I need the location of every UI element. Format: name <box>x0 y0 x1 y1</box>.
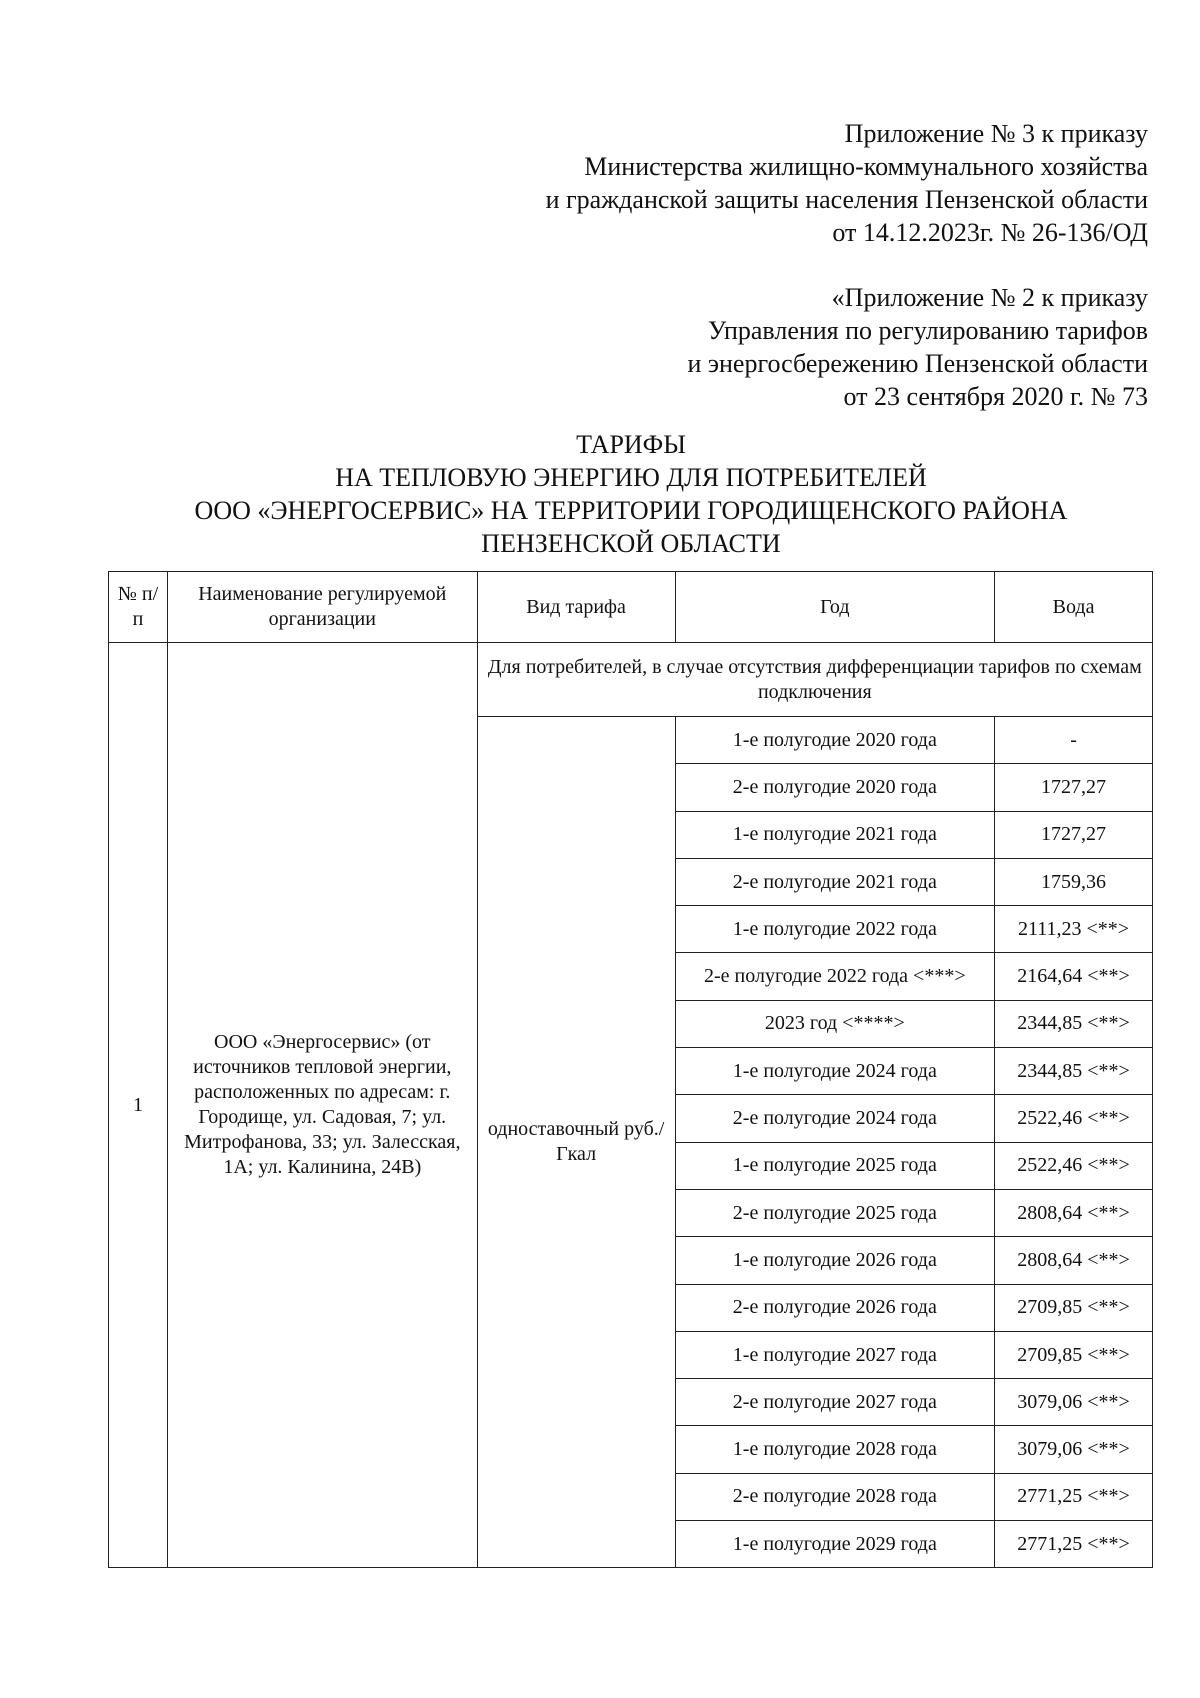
appendix-2-line: и энергосбережению Пензенской области <box>687 349 1148 378</box>
row-number-cell: 1 <box>109 643 168 1568</box>
header-organization: Наименование регулируемой организации <box>167 572 477 643</box>
year-cell: 1-е полугодие 2021 года <box>675 811 995 858</box>
year-cell: 2023 год <****> <box>675 1000 995 1047</box>
water-tariff-cell: 2522,46 <**> <box>995 1095 1153 1142</box>
water-tariff-cell: 2808,64 <**> <box>995 1189 1153 1236</box>
year-cell: 1-е полугодие 2024 года <box>675 1048 995 1095</box>
header-year: Год <box>675 572 995 643</box>
consumer-note-cell: Для потребителей, в случае отсутствия дифференциации тарифов по схемам подключения <box>477 643 1152 717</box>
appendix-3-reference <box>546 117 1148 249</box>
year-cell: 2-е полугодие 2021 года <box>675 858 995 905</box>
appendix-2-line: от 23 сентября 2020 г. № 73 <box>843 382 1148 411</box>
water-tariff-cell: 1727,27 <box>995 764 1153 811</box>
document-title-line: ПЕНЗЕНСКОЙ ОБЛАСТИ <box>481 529 781 558</box>
appendix-2-line: «Приложение № 2 к приказу <box>831 283 1148 312</box>
water-tariff-cell: 2164,64 <**> <box>995 953 1153 1000</box>
year-cell: 1-е полугодие 2027 года <box>675 1331 995 1378</box>
header-number: № п/п <box>109 572 168 643</box>
water-tariff-cell: 3079,06 <**> <box>995 1426 1153 1473</box>
year-cell: 2-е полугодие 2024 года <box>675 1095 995 1142</box>
year-cell: 1-е полугодие 2028 года <box>675 1426 995 1473</box>
appendix-3-line: Приложение № 3 к приказу <box>844 119 1148 148</box>
appendix-2-line: Управления по регулированию тарифов <box>707 316 1148 345</box>
year-cell: 1-е полугодие 2029 года <box>675 1521 995 1568</box>
year-cell: 2-е полугодие 2020 года <box>675 764 995 811</box>
year-cell: 1-е полугодие 2022 года <box>675 906 995 953</box>
water-tariff-cell: 1759,36 <box>995 858 1153 905</box>
water-tariff-cell: 2771,25 <**> <box>995 1473 1153 1520</box>
water-tariff-cell: 2344,85 <**> <box>995 1048 1153 1095</box>
table-header-row <box>109 572 1153 643</box>
year-cell: 2-е полугодие 2027 года <box>675 1379 995 1426</box>
appendix-3-line: от 14.12.2023г. № 26-136/ОД <box>832 218 1148 247</box>
table-body <box>109 643 1153 1568</box>
appendix-3-line: Министерства жилищно-коммунального хозяйства <box>584 152 1148 181</box>
header-tariff-type: Вид тарифа <box>477 572 675 643</box>
year-cell: 2-е полугодие 2025 года <box>675 1189 995 1236</box>
document-title <box>110 428 1152 560</box>
year-cell: 2-е полугодие 2026 года <box>675 1284 995 1331</box>
table-row <box>109 643 1153 717</box>
appendix-2-reference <box>687 281 1148 413</box>
water-tariff-cell: 2344,85 <**> <box>995 1000 1153 1047</box>
appendix-3-line: и гражданской защиты населения Пензенской области <box>545 185 1148 214</box>
document-title-line: ООО «ЭНЕРГОСЕРВИС» НА ТЕРРИТОРИИ ГОРОДИЩЕНСКОГО РАЙОНА <box>194 496 1068 525</box>
year-cell: 2-е полугодие 2022 года <***> <box>675 953 995 1000</box>
water-tariff-cell: - <box>995 717 1153 764</box>
organization-name-cell: ООО «Энергосервис» (от источников тепловой энергии, расположенных по адресам: г. Городище, ул. Садовая, 7; ул. Митрофанова, 33; ул. Залесская, 1А; ул. Калинина, 24В) <box>167 643 477 1568</box>
water-tariff-cell: 2709,85 <**> <box>995 1331 1153 1378</box>
document-title-line: НА ТЕПЛОВУЮ ЭНЕРГИЮ ДЛЯ ПОТРЕБИТЕЛЕЙ <box>335 463 927 492</box>
water-tariff-cell: 3079,06 <**> <box>995 1379 1153 1426</box>
water-tariff-cell: 2522,46 <**> <box>995 1142 1153 1189</box>
document-title-line: ТАРИФЫ <box>576 430 686 459</box>
water-tariff-cell: 2709,85 <**> <box>995 1284 1153 1331</box>
water-tariff-cell: 2808,64 <**> <box>995 1237 1153 1284</box>
year-cell: 1-е полугодие 2025 года <box>675 1142 995 1189</box>
tariff-type-cell: одноставочный руб./Гкал <box>477 717 675 1568</box>
year-cell: 1-е полугодие 2026 года <box>675 1237 995 1284</box>
tariffs-table <box>108 571 1153 1568</box>
year-cell: 1-е полугодие 2020 года <box>675 717 995 764</box>
water-tariff-cell: 2771,25 <**> <box>995 1521 1153 1568</box>
year-cell: 2-е полугодие 2028 года <box>675 1473 995 1520</box>
water-tariff-cell: 1727,27 <box>995 811 1153 858</box>
water-tariff-cell: 2111,23 <**> <box>995 906 1153 953</box>
header-water: Вода <box>995 572 1153 643</box>
